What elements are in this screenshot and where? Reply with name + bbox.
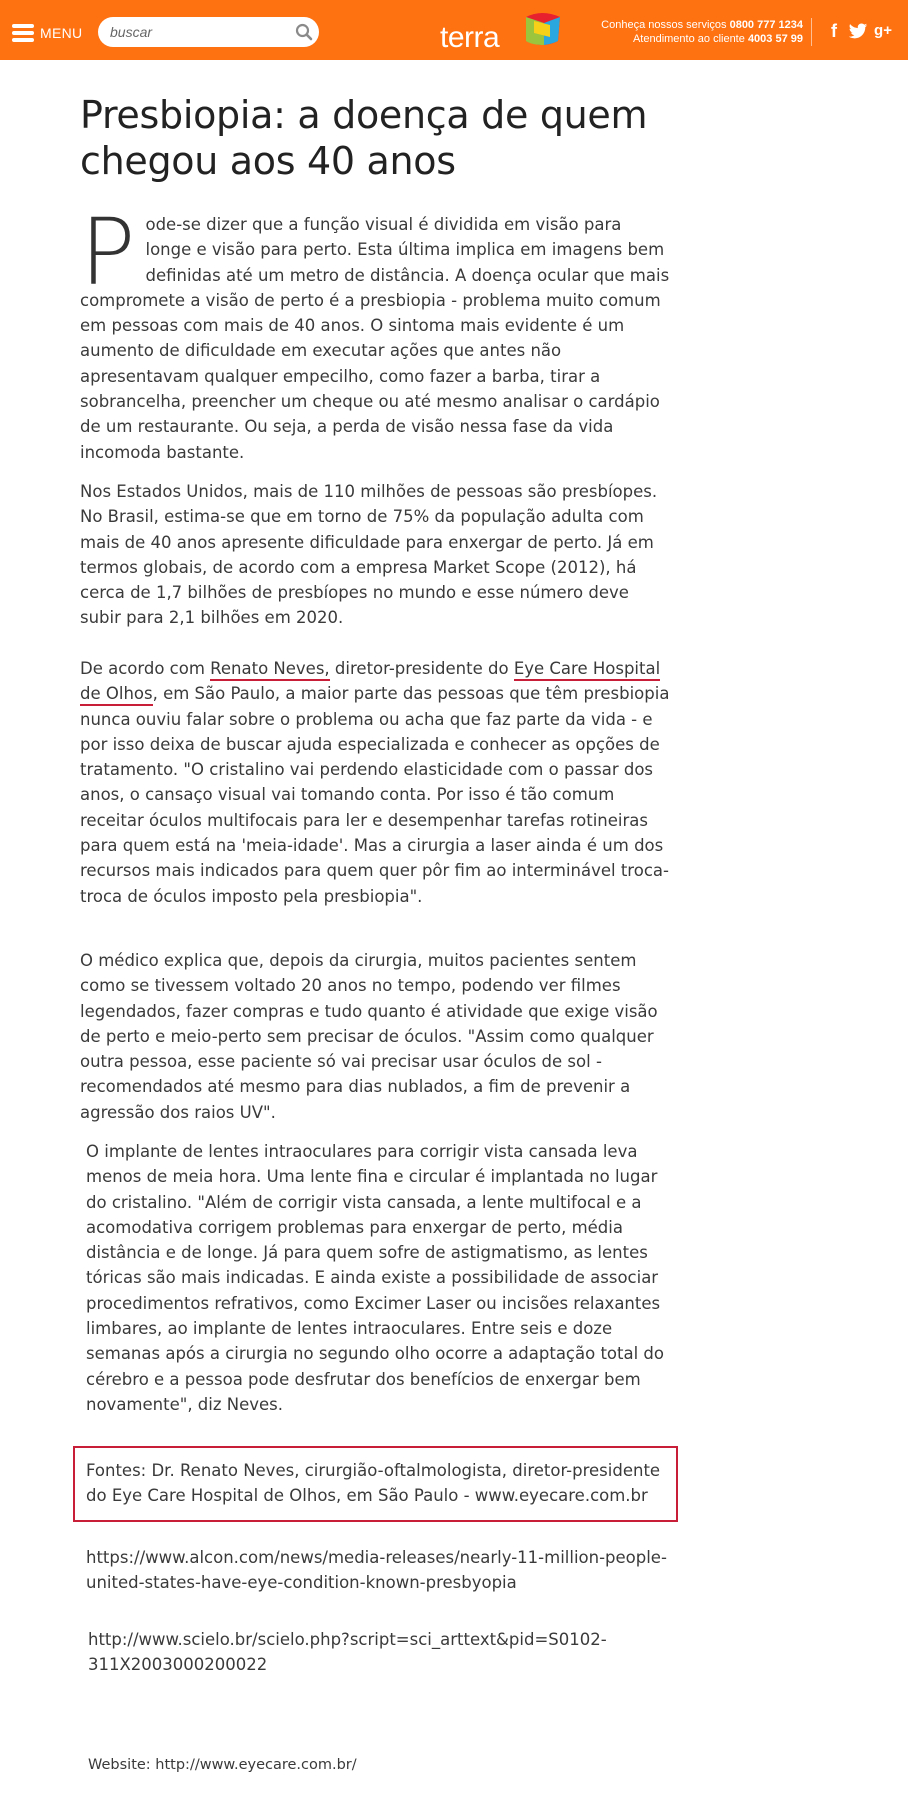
link-renato-neves[interactable]: Renato Neves, [210, 659, 330, 681]
reference-link-scielo[interactable] [88, 1627, 607, 1678]
reference-link-alcon[interactable] [86, 1545, 667, 1596]
paragraph-lens-implant: O implante de lentes intraoculares para corrigir vista cansada leva menos de meia hora. Uma lente fina e circular é implantada no lugar do cristalino. "Além de corrigir vista cansada, a lente multifocal e a acomodativa corrigem problemas para enxergar de perto, média distância e de longe. Já para quem sofre de astigmatismo, as lentes tóricas são mais indicadas. E ainda existe a possibilidade de associar procedimentos refrativos, como Excimer Laser ou incisões relaxantes limbares, ao implante de lentes intraoculares. Entre seis e doze semanas após a cirurgia no segundo olho ocorre a adaptação total do cérebro e a pessoa pode desfrutar dos benefícios de enxergar bem novamente", diz Neves. [86, 1142, 664, 1414]
search-input[interactable] [110, 22, 280, 42]
paragraph-doctor-quote [80, 656, 670, 909]
reference-link-line: http://www.scielo.br/scielo.php?script=sci_arttext&pid=S0102- [88, 1630, 607, 1649]
support-label: Atendimento ao cliente [632, 33, 745, 45]
top-navigation-bar [0, 0, 908, 60]
search-icon[interactable] [295, 23, 313, 41]
logo-text: terra [440, 21, 500, 54]
reference-link-line: united-states-have-eye-condition-known-presbyopia [86, 1573, 517, 1593]
header-divider [811, 18, 812, 46]
reference-link-line: 311X2003000200022 [88, 1655, 268, 1675]
paragraph-intro-text: ode-se dizer que a função visual é dividida em visão para longe e visão para perto. Esta última implica em imagens bem definidas até um metro de distância. A doença ocular que mais compromete a visão de perto é a presbiopia - problema muito comum em pessoas com mais de 40 anos. O sintoma mais evidente é um aumento de dificuldade em executar ações que antes não apresentavam qualquer empecilho, como fazer a barba, tirar a sobrancelha, preencher um cheque ou até mesmo analisar o cardápio de um restaurante. Ou seja, a perda de visão nessa fase da vida incomoda bastante. [80, 215, 670, 462]
menu-button[interactable] [12, 21, 82, 45]
paragraph-text-segment: diretor-presidente do [329, 659, 514, 678]
terra-logo-mark-icon [520, 11, 564, 47]
menu-label: MENU [40, 25, 83, 41]
twitter-icon[interactable] [848, 21, 868, 41]
paragraph-text-segment: , em São Paulo, a maior parte das pessoas que têm presbiopia nunca ouviu falar sobre o problema ou acha que faz parte da vida - e por isso deixa de buscar ajuda especializada e conhecer as opções de tratamento. "O cristalino vai perdendo elasticidade com o passar dos anos, o cansaço visual vai tomando conta. Por isso é tão comum receitar óculos multifocais para ler e desempenhar tarefas rotineiras para quem está na 'meia-idade'. Mas a cirurgia a laser ainda é um dos recursos mais indicados para quem quer pôr fim ao interminável troca-troca de óculos imposto pela presbiopia". [80, 684, 670, 906]
paragraph-text-segment: De acordo com [80, 659, 211, 678]
link-eye-care-hospital[interactable]: Eye Care Hospital de Olhos [80, 659, 660, 706]
search-box [98, 17, 319, 47]
sources-text: Fontes: Dr. Renato Neves, cirurgião-oftalmologista, diretor-presidente do Eye Care Hospital de Olhos, em São Paulo - www.eyecare.com.br [86, 1461, 661, 1506]
paragraph-intro [80, 199, 670, 465]
services-label: Conheça nossos serviços [601, 19, 727, 31]
drop-cap: P [80, 199, 136, 306]
paragraph-statistics: Nos Estados Unidos, mais de 110 milhões de pessoas são presbíopes. No Brasil, estima-se que em torno de 75% da população adulta com mais de 40 anos apresente dificuldade para enxergar de perto. Já em termos globais, de acordo com a empresa Market Scope (2012), há cerca de 1,7 bilhões de presbíopes no mundo e esse número deve subir para 2,1 bilhões em 2020. [80, 482, 658, 628]
sources-box [73, 1446, 678, 1522]
article-title: Presbiopia: a doença de quem chegou aos 40 anos [80, 93, 648, 183]
support-phone[interactable]: 4003 57 99 [747, 33, 803, 45]
google-plus-icon[interactable]: g+ [874, 22, 892, 39]
reference-link-line: https://www.alcon.com/news/media-releases/nearly-11-million-people- [86, 1548, 667, 1567]
services-phone[interactable]: 0800 777 1234 [729, 19, 803, 31]
website-link[interactable]: Website: http://www.eyecare.com.br/ [88, 1757, 357, 1773]
facebook-icon[interactable]: f [831, 21, 837, 41]
services-info [560, 18, 803, 46]
paragraph-after-surgery: O médico explica que, depois da cirurgia, muitos pacientes sentem como se tivessem voltado 20 anos no tempo, podendo ver filmes legendados, fazer compras e tudo quanto é atividade que exige visão de perto e meio-perto sem precisar de óculos. "Assim como qualquer outra pessoa, esse paciente só vai precisar usar óculos de sol - recomendados até mesmo para dias nublados, a fim de prevenir a agressão dos raios UV". [80, 951, 658, 1122]
terra-logo[interactable] [440, 11, 566, 54]
hamburger-icon [12, 24, 34, 42]
